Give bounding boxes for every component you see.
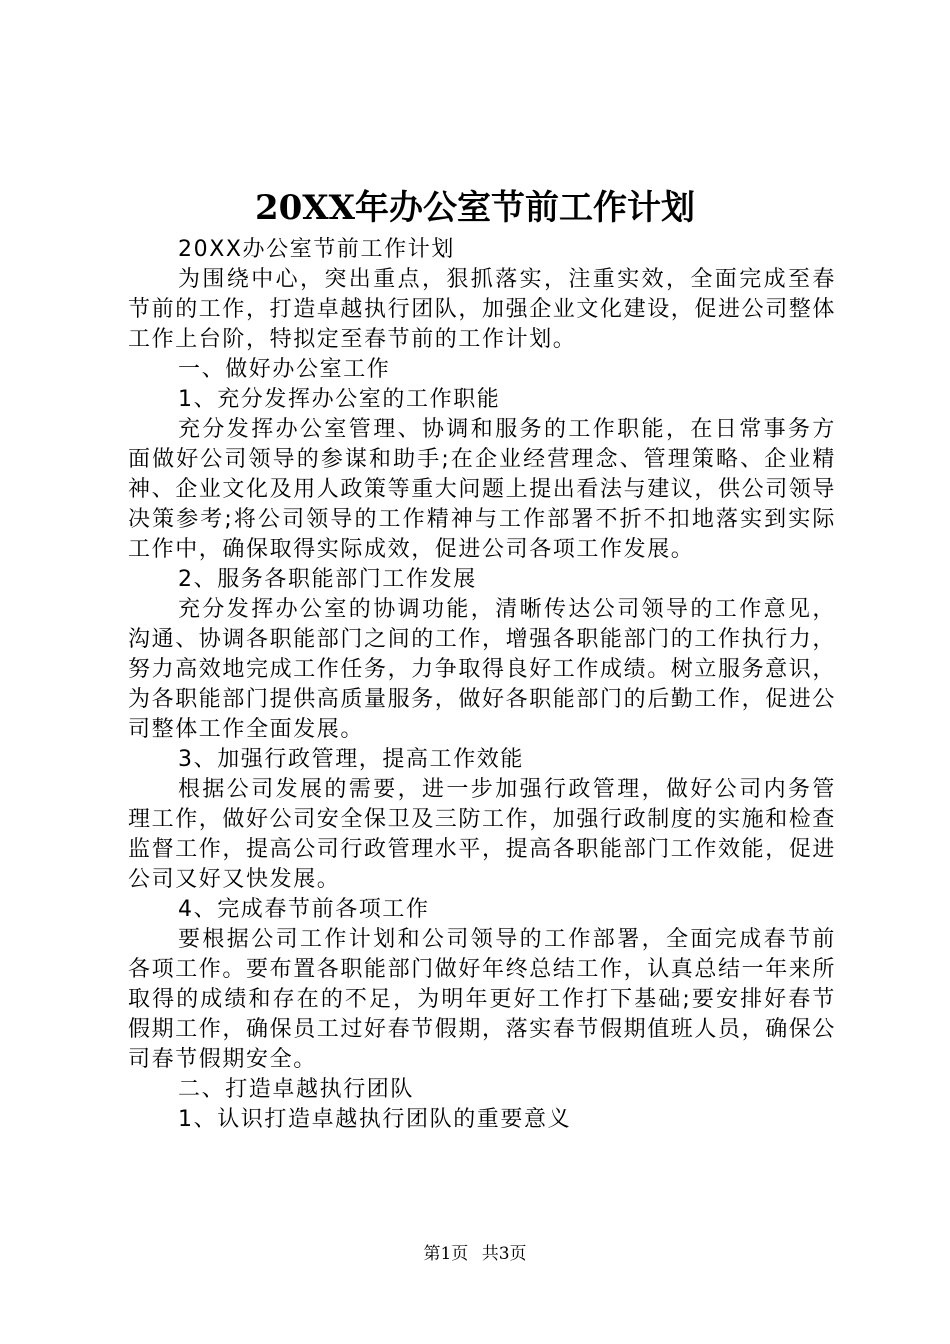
subsection-heading-1-4: 4、完成春节前各项工作 bbox=[178, 897, 430, 922]
section-heading-2: 二、打造卓越执行团队 bbox=[178, 1077, 415, 1102]
paragraph-1-4: 要根据公司工作计划和公司领导的工作部署，全面完成春节前各项工作。要布置各职能部门做好年终总结工作，认真总结一年来所取得的成绩和存在的不足，为明年更好工作打下基础;要安排好春节假期工作，确保员工过好春节假期，落实春节假期值班人员，确保公司春节假期安全。 bbox=[128, 927, 837, 1072]
paragraph-1-3: 根据公司发展的需要，进一步加强行政管理，做好公司内务管理工作，做好公司安全保卫及三防工作，加强行政制度的实施和检查监督工作，提高公司行政管理水平，提高各职能部门工作效能，促进公司又好又快发展。 bbox=[128, 777, 837, 892]
document-title: 20XX年办公室节前工作计划 bbox=[254, 188, 696, 228]
page-footer bbox=[0, 1243, 950, 1265]
paragraph-1-2: 充分发挥办公室的协调功能，清晰传达公司领导的工作意见，沟通、协调各职能部门之间的工作，增强各职能部门的工作执行力，努力高效地完成工作任务，力争取得良好工作成绩。树立服务意识，为各职能部门提供高质量服务，做好各职能部门的后勤工作，促进公司整体工作全面发展。 bbox=[128, 597, 837, 742]
page-total: 共3页 bbox=[481, 1244, 527, 1264]
section-heading-1: 一、做好办公室工作 bbox=[178, 357, 391, 382]
subsection-heading-1-1: 1、充分发挥办公室的工作职能 bbox=[178, 387, 501, 412]
document-body bbox=[128, 235, 836, 1135]
page-number: 第1页 bbox=[423, 1244, 469, 1264]
subsection-heading-2-1: 1、认识打造卓越执行团队的重要意义 bbox=[178, 1107, 572, 1132]
subsection-heading-1-2: 2、服务各职能部门工作发展 bbox=[178, 567, 477, 592]
paragraph-1-1: 充分发挥办公室管理、协调和服务的工作职能，在日常事务方面做好公司领导的参谋和助手;在企业经营理念、管理策略、企业精神、企业文化及用人政策等重大问题上提出看法与建议，供公司领导决策参考;将公司领导的工作精神与工作部署不折不扣地落实到实际工作中，确保取得实际成效，促进公司各项工作发展。 bbox=[128, 417, 837, 562]
paragraph-intro: 为围绕中心，突出重点，狠抓落实，注重实效，全面完成至春节前的工作，打造卓越执行团队，加强企业文化建设，促进公司整体工作上台阶，特拟定至春节前的工作计划。 bbox=[128, 267, 837, 352]
subsection-heading-1-3: 3、加强行政管理，提高工作效能 bbox=[178, 747, 524, 772]
paragraph-subtitle: 20XX办公室节前工作计划 bbox=[178, 237, 455, 262]
